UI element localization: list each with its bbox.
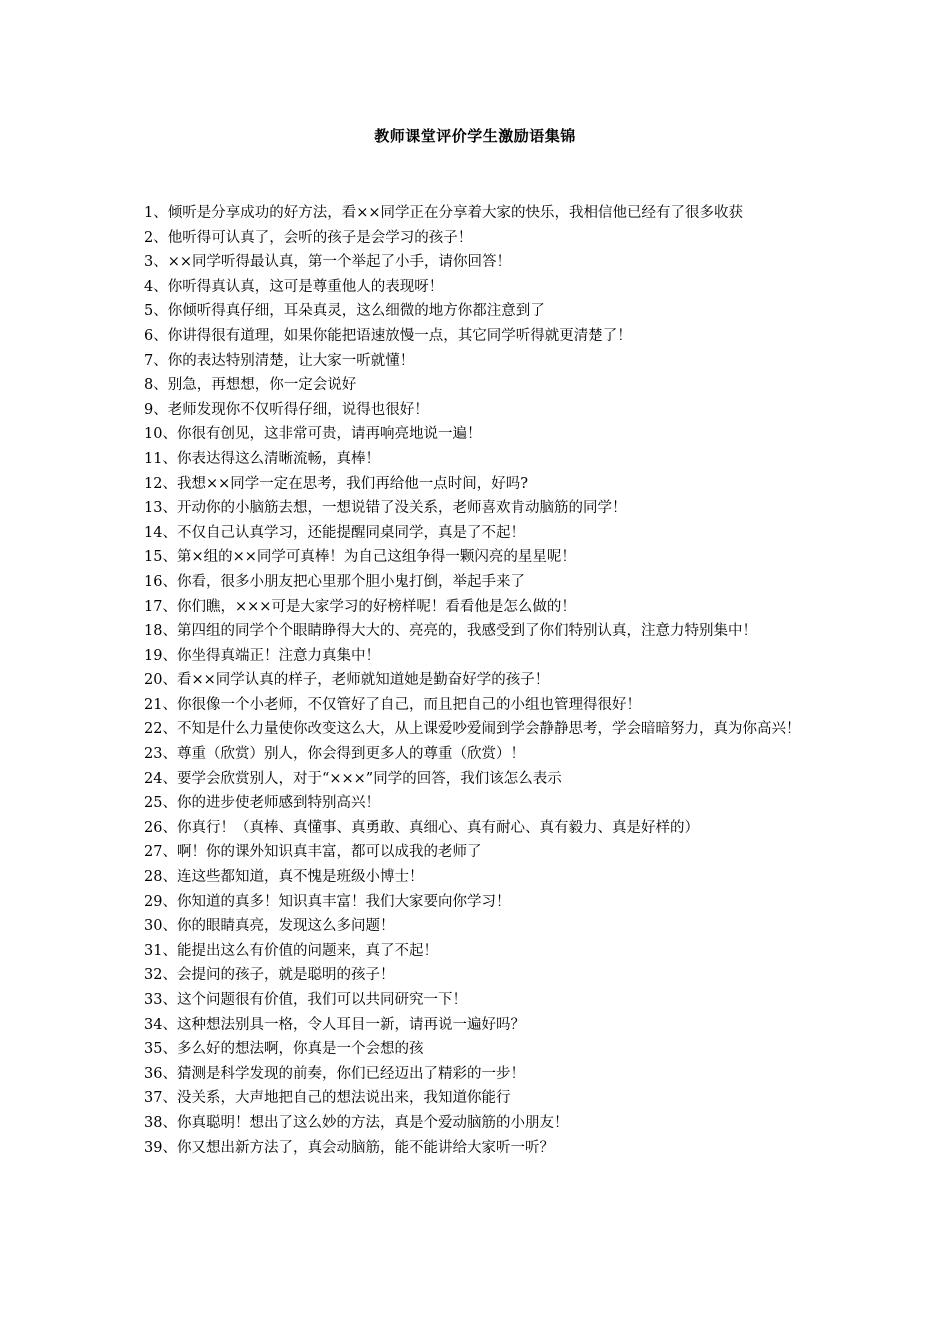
list-item: 11、你表达得这么清晰流畅，真棒！	[144, 450, 380, 467]
list-item: 9、老师发现你不仅听得仔细，说得也很好！	[144, 401, 429, 418]
list-item: 27、啊！你的课外知识真丰富，都可以成我的老师了	[144, 844, 482, 861]
list-item: 8、别急，再想想，你一定会说好	[144, 377, 357, 394]
list-item: 10、你很有创见，这非常可贵，请再响亮地说一遍！	[144, 426, 482, 443]
list-item: 35、多么好的想法啊，你真是一个会想的孩	[144, 1041, 424, 1058]
list-item: 39、你又想出新方法了，真会动脑筋，能不能讲给大家听一听？	[144, 1139, 554, 1156]
list-item: 38、你真聪明！想出了这么妙的方法，真是个爱动脑筋的小朋友！	[144, 1114, 569, 1131]
list-item: 1、倾听是分享成功的好方法，看××同学正在分享着大家的快乐，我相信他已经有了很多收获	[144, 205, 744, 221]
list-item: 21、你很像一个小老师，不仅管好了自己，而且把自己的小组也管理得很好！	[144, 696, 641, 713]
list-item: 28、连这些都知道，真不愧是班级小博士！	[144, 869, 424, 886]
list-item: 29、你知道的真多！知识真丰富！我们大家要向你学习！	[144, 893, 511, 910]
list-item: 19、你坐得真端正！注意力真集中！	[144, 647, 380, 664]
list-item: 23、尊重（欣赏）别人，你会得到更多人的尊重（欣赏）！	[144, 746, 525, 763]
list-item: 31、能提出这么有价值的问题来，真了不起！	[144, 942, 438, 959]
list-item: 37、没关系，大声地把自己的想法说出来，我知道你能行	[144, 1090, 511, 1107]
list-item: 20、看××同学认真的样子，老师就知道她是勤奋好学的孩子！	[144, 672, 550, 689]
list-item: 25、你的进步使老师感到特别高兴！	[144, 795, 380, 812]
list-item: 33、这个问题很有价值，我们可以共同研究一下！	[144, 992, 467, 1008]
list-item: 36、猜测是科学发现的前奏，你们已经迈出了精彩的一步！	[144, 1065, 525, 1082]
list-item: 4、你听得真认真，这可是尊重他人的表现呀！	[144, 278, 444, 295]
list-item: 7、你的表达特别清楚，让大家一听就懂！	[144, 352, 415, 369]
document-title: 教师课堂评价学生激励语集锦	[374, 127, 576, 145]
list-item: 26、你真行！（真棒、真懂事、真勇敢、真细心、真有耐心、真有毅力、真是好样的）	[144, 819, 699, 836]
list-item: 16、你看，很多小朋友把心里那个胆小鬼打倒，举起手来了	[144, 573, 525, 590]
list-item: 24、要学会欣赏别人，对于“×××”同学的回答，我们该怎么表示	[144, 770, 562, 787]
list-item: 12、我想××同学一定在思考，我们再给他一点时间，好吗?	[144, 475, 529, 492]
list-item: 6、你讲得很有道理，如果你能把语速放慢一点，其它同学听得就更清楚了！	[144, 327, 632, 344]
list-item: 22、不知是什么力量使你改变这么大，从上课爱吵爱闹到学会静静思考，学会暗暗努力，真为你高兴！	[144, 721, 801, 738]
list-item: 14、不仅自己认真学习，还能提醒同桌同学，真是了不起！	[144, 524, 525, 541]
list-item: 34、这种想法别具一格，令人耳目一新，请再说一遍好吗？	[144, 1016, 525, 1033]
list-item: 3、××同学听得最认真，第一个举起了小手，请你回答！	[144, 254, 512, 271]
list-item: 32、会提问的孩子，就是聪明的孩子！	[144, 967, 395, 984]
phrase-list	[144, 201, 824, 1160]
list-item: 30、你的眼睛真亮，发现这么多问题！	[144, 918, 395, 935]
list-item: 5、你倾听得真仔细，耳朵真灵，这么细微的地方你都注意到了	[144, 303, 545, 320]
list-item: 2、他听得可认真了，会听的孩子是会学习的孩子！	[144, 229, 473, 246]
list-item: 15、第×组的××同学可真棒！为自己这组争得一颗闪亮的星星呢！	[144, 549, 576, 566]
list-item: 17、你们瞧，×××可是大家学习的好榜样呢！看看他是怎么做的！	[144, 598, 576, 615]
list-item: 13、开动你的小脑筋去想，一想说错了没关系，老师喜欢肯动脑筋的同学！	[144, 500, 627, 517]
list-item: 18、第四组的同学个个眼睛睁得大大的、亮亮的，我感受到了你们特别认真，注意力特别集中！	[144, 623, 757, 640]
